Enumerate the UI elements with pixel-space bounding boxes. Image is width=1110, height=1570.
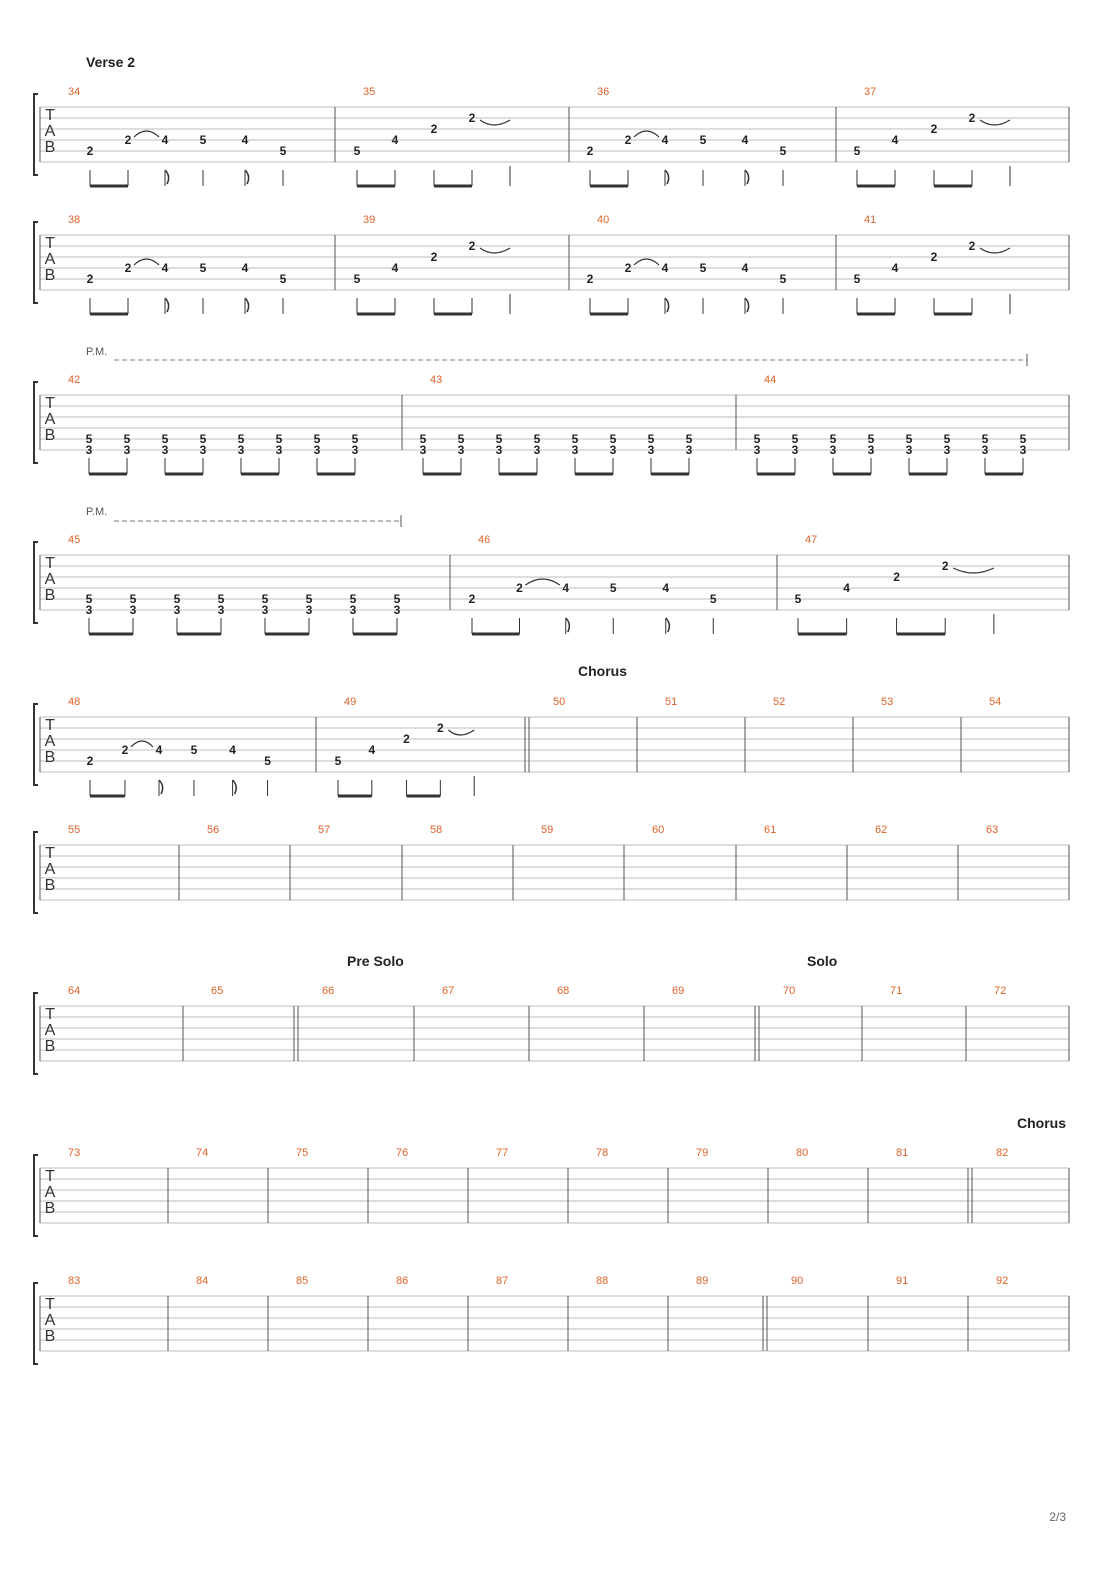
fret-number: 2 [468,111,476,125]
bar-number: 83 [68,1275,81,1287]
tie-arc [953,568,994,573]
tie-arc [480,248,510,253]
tab-clef-letter: A [44,411,56,428]
fret-number: 5 [353,272,361,286]
fret-number: 4 [741,133,749,147]
fret-number: 4 [241,261,249,275]
fret-number: 5 [791,432,799,446]
bar-number: 41 [864,214,877,226]
note-flag [745,170,749,184]
fret-number: 2 [124,133,132,147]
bar-number: 90 [791,1275,804,1287]
system-bracket [34,993,38,1074]
note-flag [233,780,237,794]
system-bracket [34,704,38,785]
tab-clef-letter: A [44,1312,56,1329]
fret-number: 2 [430,250,438,264]
fret-number: 5 [853,272,861,286]
fret-number: 3 [533,443,541,457]
system-bracket [34,1155,38,1236]
bar-number: 35 [363,86,376,98]
bar-number: 51 [665,696,678,708]
tab-clef-letter: A [44,571,56,588]
fret-number: 3 [943,443,951,457]
bar-number: 59 [541,824,554,836]
bar-number: 47 [805,534,818,546]
tab-clef-letter: B [44,139,56,156]
fret-number: 5 [829,432,837,446]
fret-number: 5 [334,754,342,768]
tab-clef-letter: B [44,1038,56,1055]
fret-number: 5 [609,581,617,595]
bar-number: 76 [396,1147,409,1159]
fret-number: 5 [779,144,787,158]
fret-number: 4 [161,261,169,275]
bar-number: 70 [783,985,796,997]
fret-number: 4 [391,261,399,275]
section-label-chorus: Chorus [578,663,627,679]
fret-number: 2 [124,261,132,275]
fret-number: 4 [241,133,249,147]
bar-number: 37 [864,86,877,98]
tie-arc [980,120,1010,125]
fret-number: 5 [853,144,861,158]
bar-number: 56 [207,824,220,836]
tab-clef-letter: B [44,587,56,604]
fret-number: 5 [261,592,269,606]
bar-number: 67 [442,985,455,997]
tab-clef-letter: B [44,1328,56,1345]
bar-number: 77 [496,1147,509,1159]
tab-clef-letter: B [44,877,56,894]
fret-number: 3 [791,443,799,457]
fret-number: 5 [393,592,401,606]
tab-clef-letter: T [45,555,55,572]
bar-number: 58 [430,824,443,836]
fret-number: 5 [279,272,287,286]
fret-number: 3 [905,443,913,457]
bar-number: 91 [896,1275,909,1287]
bar-number: 82 [996,1147,1009,1159]
note-flag [245,170,249,184]
fret-number: 2 [586,144,594,158]
note-flag [665,298,669,312]
fret-number: 2 [941,559,949,573]
tab-clef-letter: T [45,1296,55,1313]
section-label-verse-2: Verse 2 [86,54,136,70]
bar-number: 43 [430,374,443,386]
fret-number: 5 [1019,432,1027,446]
fret-number: 2 [968,239,976,253]
fret-number: 5 [495,432,503,446]
fret-number: 3 [419,443,427,457]
note-flag [566,618,570,632]
bar-number: 60 [652,824,665,836]
bar-number: 89 [696,1275,709,1287]
fret-number: 4 [661,133,669,147]
fret-number: 5 [123,432,131,446]
note-flag [165,170,169,184]
fret-number: 3 [829,443,837,457]
system-bracket [34,222,38,303]
fret-number: 5 [353,144,361,158]
fret-number: 4 [391,133,399,147]
tab-clef-letter: T [45,1168,55,1185]
bar-number: 63 [986,824,999,836]
bar-number: 66 [322,985,335,997]
fret-number: 2 [86,754,94,768]
fret-number: 4 [368,743,376,757]
fret-number: 4 [891,261,899,275]
fret-number: 3 [867,443,875,457]
tab-clef-letter: B [44,1200,56,1217]
fret-number: 5 [533,432,541,446]
fret-number: 3 [275,443,283,457]
bar-number: 36 [597,86,610,98]
fret-number: 3 [393,603,401,617]
slur-arc [526,579,560,585]
fret-number: 4 [662,581,670,595]
fret-number: 5 [609,432,617,446]
tab-clef-letter: A [44,1184,56,1201]
fret-number: 3 [261,603,269,617]
slur-arc [134,131,159,137]
fret-number: 3 [199,443,207,457]
system-bracket [34,94,38,175]
fret-number: 3 [173,603,181,617]
bar-number: 34 [68,86,81,98]
fret-number: 3 [753,443,761,457]
fret-number: 3 [305,603,313,617]
fret-number: 5 [699,261,707,275]
slur-arc [634,131,659,137]
fret-number: 2 [437,721,444,735]
fret-number: 2 [586,272,594,286]
bar-number: 65 [211,985,224,997]
palm-mute-label: P.M. [86,506,108,518]
fret-number: 3 [457,443,465,457]
fret-number: 5 [981,432,989,446]
palm-mute-label: P.M. [86,346,108,358]
bar-number: 38 [68,214,81,226]
bar-number: 62 [875,824,888,836]
fret-number: 3 [313,443,321,457]
fret-number: 5 [779,272,787,286]
fret-number: 2 [893,570,900,584]
fret-number: 5 [199,133,207,147]
fret-number: 5 [349,592,357,606]
fret-number: 5 [264,754,271,768]
fret-number: 5 [753,432,761,446]
fret-number: 2 [624,261,632,275]
bar-number: 86 [396,1275,409,1287]
bar-number: 45 [68,534,81,546]
fret-number: 5 [305,592,313,606]
fret-number: 3 [85,443,93,457]
fret-number: 4 [843,581,850,595]
fret-number: 5 [943,432,951,446]
fret-number: 4 [891,133,899,147]
fret-number: 5 [173,592,181,606]
fret-number: 3 [161,443,169,457]
fret-number: 5 [647,432,655,446]
fret-number: 3 [237,443,245,457]
section-label-chorus-2: Chorus [1017,1115,1066,1131]
fret-number: 3 [85,603,93,617]
bar-number: 71 [890,985,903,997]
fret-number: 5 [351,432,359,446]
system-bracket [34,1283,38,1364]
fret-number: 2 [121,743,129,757]
fret-number: 5 [709,592,717,606]
fret-number: 5 [129,592,137,606]
fret-number: 5 [313,432,321,446]
bar-number: 80 [796,1147,809,1159]
fret-number: 3 [123,443,131,457]
tab-clef-letter: B [44,267,56,284]
bar-number: 75 [296,1147,309,1159]
fret-number: 2 [930,250,938,264]
system-bracket [34,832,38,913]
note-flag [665,170,669,184]
bar-number: 54 [989,696,1002,708]
bar-number: 68 [557,985,570,997]
fret-number: 2 [516,581,523,595]
fret-number: 5 [457,432,465,446]
bar-number: 85 [296,1275,309,1287]
fret-number: 5 [699,133,707,147]
bar-number: 44 [764,374,777,386]
fret-number: 5 [905,432,913,446]
fret-number: 3 [609,443,617,457]
fret-number: 3 [981,443,989,457]
section-label-pre-solo: Pre Solo [347,953,404,969]
fret-number: 5 [161,432,169,446]
bar-number: 52 [773,696,786,708]
system-bracket [34,542,38,623]
fret-number: 3 [217,603,225,617]
bar-number: 53 [881,696,894,708]
fret-number: 5 [571,432,579,446]
fret-number: 2 [468,239,476,253]
bar-number: 88 [596,1275,609,1287]
fret-number: 3 [647,443,655,457]
fret-number: 2 [403,732,410,746]
fret-number: 3 [349,603,357,617]
bar-number: 42 [68,374,81,386]
tab-clef-letter: B [44,749,56,766]
section-label-solo: Solo [807,953,838,969]
fret-number: 2 [468,592,476,606]
tab-clef-letter: T [45,235,55,252]
bar-number: 81 [896,1147,909,1159]
bar-number: 78 [596,1147,609,1159]
tab-clef-letter: B [44,427,56,444]
fret-number: 3 [495,443,503,457]
bar-number: 40 [597,214,610,226]
bar-number: 69 [672,985,685,997]
fret-number: 5 [217,592,225,606]
bar-number: 57 [318,824,331,836]
tab-clef-letter: A [44,733,56,750]
note-flag [159,780,163,794]
tab-clef-letter: T [45,1006,55,1023]
fret-number: 4 [741,261,749,275]
fret-number: 4 [155,743,163,757]
fret-number: 2 [86,144,94,158]
bar-number: 55 [68,824,81,836]
tab-clef-letter: T [45,395,55,412]
fret-number: 5 [279,144,287,158]
fret-number: 4 [661,261,669,275]
note-flag [245,298,249,312]
tab-clef-letter: T [45,845,55,862]
tab-clef-letter: A [44,251,56,268]
fret-number: 5 [85,432,93,446]
fret-number: 5 [199,432,207,446]
tie-arc [448,730,474,735]
note-flag [666,618,670,632]
slur-arc [131,741,153,747]
fret-number: 4 [229,743,236,757]
fret-number: 5 [794,592,802,606]
page-number: 2/3 [1049,1510,1066,1524]
fret-number: 5 [190,743,198,757]
fret-number: 3 [571,443,579,457]
bar-number: 49 [344,696,357,708]
tie-arc [980,248,1010,253]
fret-number: 5 [85,592,93,606]
fret-number: 2 [930,122,938,136]
bar-number: 39 [363,214,376,226]
bar-number: 46 [478,534,491,546]
tab-clef-letter: A [44,123,56,140]
fret-number: 5 [867,432,875,446]
fret-number: 2 [86,272,94,286]
bar-number: 74 [196,1147,209,1159]
bar-number: 50 [553,696,566,708]
note-flag [165,298,169,312]
fret-number: 5 [685,432,693,446]
fret-number: 5 [237,432,245,446]
fret-number: 2 [968,111,976,125]
fret-number: 4 [562,581,570,595]
fret-number: 2 [624,133,632,147]
slur-arc [134,259,159,265]
fret-number: 5 [199,261,207,275]
fret-number: 5 [419,432,427,446]
bar-number: 73 [68,1147,81,1159]
system-bracket [34,382,38,463]
tab-clef-letter: A [44,1022,56,1039]
bar-number: 87 [496,1275,509,1287]
tab-clef-letter: T [45,107,55,124]
note-flag [745,298,749,312]
fret-number: 2 [430,122,438,136]
bar-number: 64 [68,985,81,997]
fret-number: 3 [685,443,693,457]
tab-clef-letter: A [44,861,56,878]
slur-arc [634,259,659,265]
fret-number: 4 [161,133,169,147]
fret-number: 3 [129,603,137,617]
fret-number: 3 [1019,443,1027,457]
fret-number: 3 [351,443,359,457]
fret-number: 5 [275,432,283,446]
bar-number: 84 [196,1275,209,1287]
tab-clef-letter: T [45,717,55,734]
bar-number: 79 [696,1147,709,1159]
bar-number: 92 [996,1275,1009,1287]
bar-number: 48 [68,696,81,708]
bar-number: 72 [994,985,1007,997]
bar-number: 61 [764,824,777,836]
tie-arc [480,120,510,125]
